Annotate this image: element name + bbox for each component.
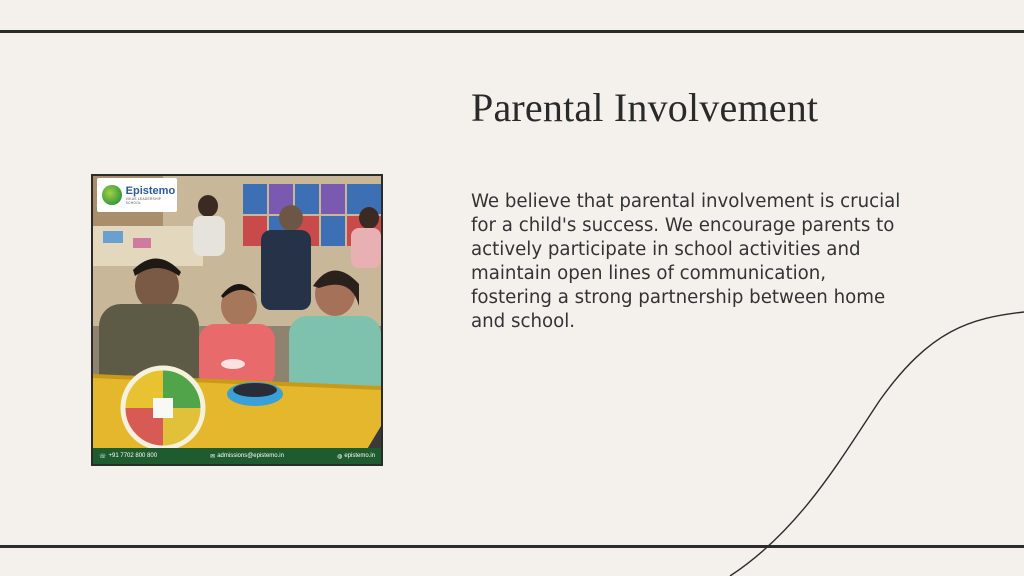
footer-website [337, 453, 375, 460]
logo-tagline: VIKAS LEADERSHIP SCHOOL [125, 197, 162, 205]
footer-phone-text: +91 7702 800 800 [108, 453, 158, 459]
epistemo-logo [97, 178, 177, 212]
slide-body-text: We believe that parental involvement is crucial for a child's success. We encourage parents to actively participate in school activities and maintain open lines of communication, fostering a strong partnership between home and school. [471, 191, 901, 332]
footer-website-text: epistemo.in [344, 453, 375, 459]
phone-icon: ☏ [99, 453, 107, 460]
photo-footer-bar [93, 448, 381, 464]
logo-mark-icon [102, 185, 122, 205]
logo-name: Epistemo [125, 185, 176, 197]
classroom-scene [93, 176, 381, 464]
learning-wheel [123, 368, 203, 448]
footer-email [210, 453, 284, 460]
footer-email-text: admissions@epistemo.in [217, 453, 284, 459]
classroom-photo [91, 174, 383, 466]
slide-title: Parental Involvement [471, 85, 819, 130]
globe-icon: ◍ [337, 453, 343, 460]
mail-icon: ✉ [210, 453, 216, 460]
footer-phone [99, 453, 157, 460]
